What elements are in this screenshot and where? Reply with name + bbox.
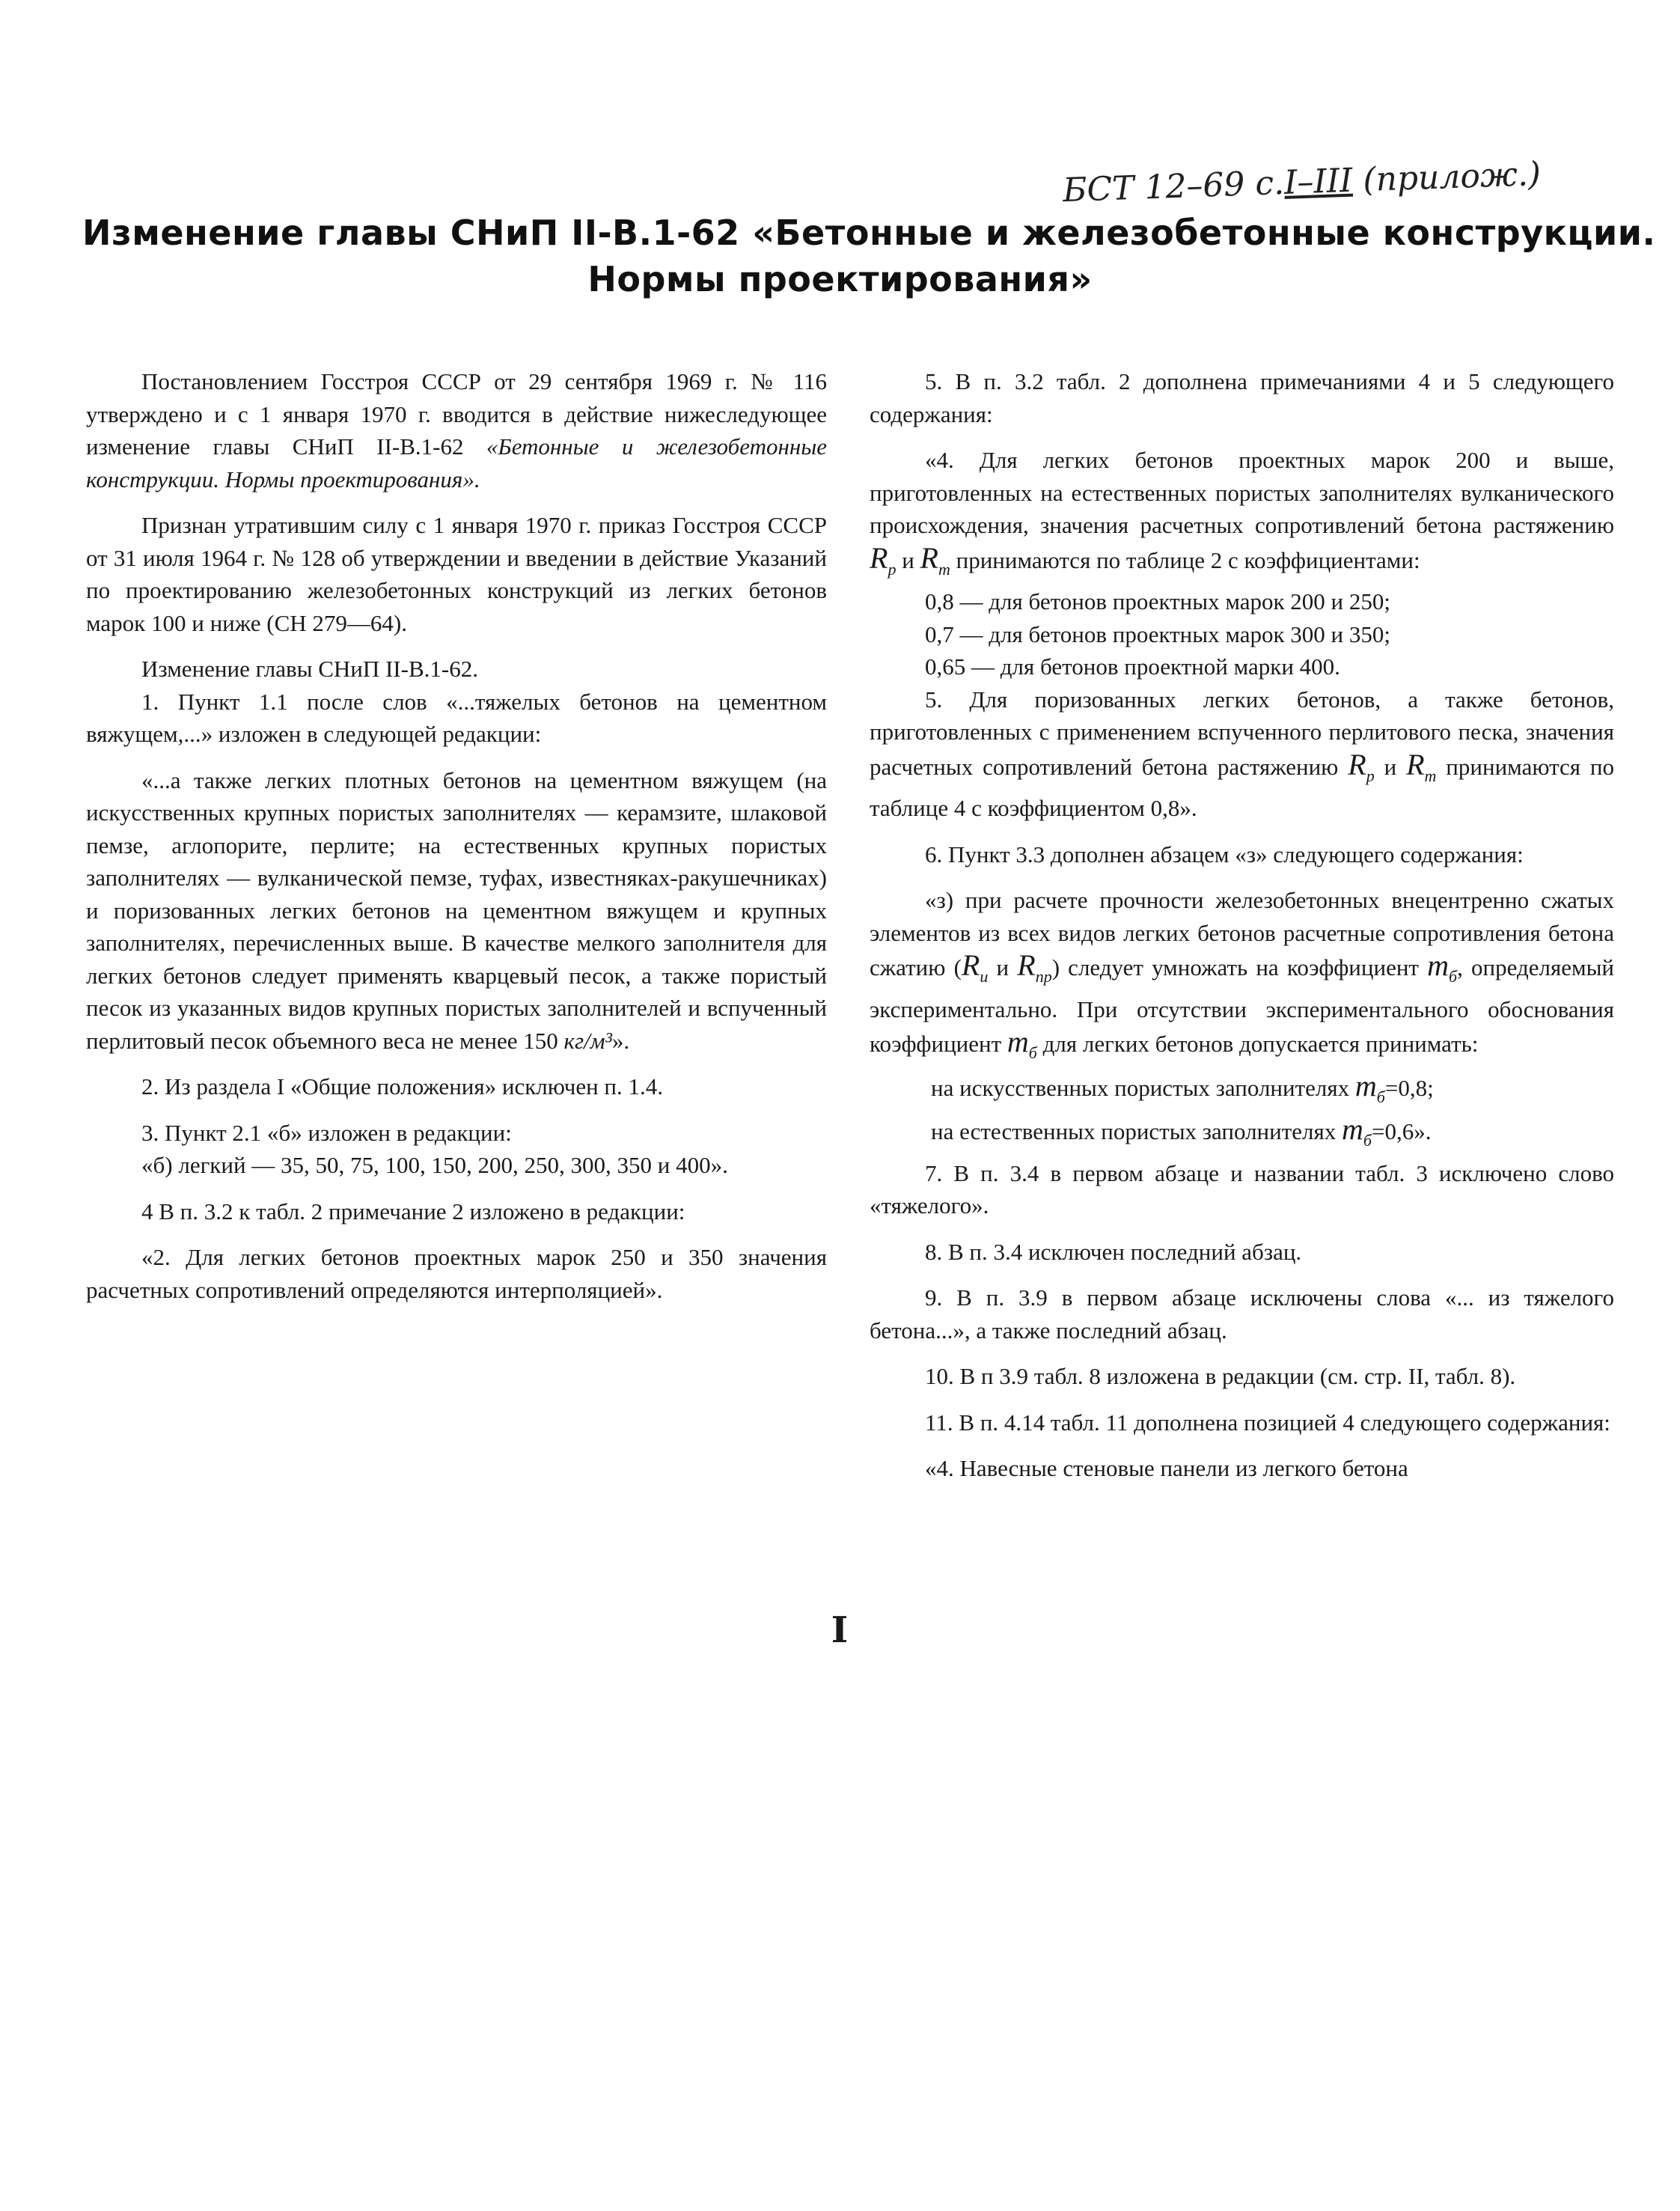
symbol-R-p (870, 540, 896, 579)
item-1-quote: «...а также легких плотных бетонов на цементном вяжущем (на искусственных крупных пористых заполнителях — керамзите, шлаковой пемзе, аглопорите, перлите; на естественных крупных пористых заполнителях — вулканической пемзе, туфах, известняках-ракушечниках) и поризованных легких бетонов на цементном вяжущем и крупных заполнителях, перечисленных выше. В качестве мелкого заполнителя для легких бетонов следует применять кварцевый песок, а также пористый песок из указанных видов крупных пористых заполнителей и вспученный перлитовый песок объемного веса не менее 150 (86, 766, 827, 1054)
right-column (870, 365, 1614, 1485)
paragraph-item-4: 4 В п. 3.2 к табл. 2 примечание 2 изложено в редакции: (141, 1198, 685, 1225)
paragraph-change-heading: Изменение главы СНиП II-В.1-62. (141, 656, 478, 682)
handnote-prefix: БСТ 12–69 с. (1062, 163, 1285, 210)
subscript-t: т (1424, 766, 1437, 785)
subscript-p: р (888, 559, 896, 579)
coefficient-item-1: 0,8 — для бетонов проектных марок 200 и 250; (925, 588, 1391, 614)
handnote-suffix: (прилож.) (1351, 154, 1542, 200)
paragraph-decree (86, 365, 827, 495)
symbol-R-pr (1017, 948, 1052, 986)
handnote-pages: I–III (1283, 161, 1354, 202)
subscript-t: т (938, 559, 950, 579)
paragraph-item-6-text (870, 884, 1614, 1070)
symbol-m-b (1007, 1025, 1037, 1062)
paragraph-item-8: 8. В п. 3.4 исключен последний абзац. (925, 1238, 1302, 1265)
handwritten-reference-note (1062, 155, 1542, 210)
document-title (82, 210, 1656, 302)
item-6-text-c: ) следует умножать на коэффициент (1051, 954, 1428, 981)
paragraph-note-5 (870, 683, 1614, 825)
note-5-text-end: принимаются по таблице 4 с коэффициентом 0,8». (870, 753, 1615, 821)
formula-artificial-aggregates (870, 1070, 1614, 1114)
paragraph-item-6: 6. Пункт 3.3 дополнен абзацем «з» следующего содержания: (925, 841, 1524, 867)
symbol-R: R (1406, 747, 1425, 781)
symbol-m: m (1354, 1068, 1377, 1103)
symbol-m-b (1342, 1112, 1372, 1150)
formula-2-value: =0,6». (1372, 1118, 1432, 1144)
note-5-text: 5. Для поризованных легких бетонов, а также бетонов, приготовленных с применением вспученного перлитового песка, значения расчетных сопротивлений бетона растяжению (870, 686, 1614, 780)
symbol-m-b (1427, 948, 1458, 986)
symbol-R-t (920, 540, 950, 579)
symbol-R-t (1406, 747, 1437, 785)
item-6-text-e: для легких бетонов допускается принимать: (1036, 1031, 1479, 1057)
item-6-text-d: , определяемый экспериментально. При отсутствии экспериментального обоснования коэффициент (870, 954, 1615, 1057)
paragraph-item-2: 2. Из раздела I «Общие положения» исключен п. 1.4. (141, 1073, 664, 1100)
decree-title-italic: «Бетонные и железобетонные конструкции. Нормы проектирования». (86, 433, 827, 492)
symbol-R: R (920, 540, 938, 575)
paragraph-item-1-text (86, 764, 827, 1058)
formula-1-value: =0,8; (1384, 1074, 1434, 1101)
paragraph-item-11-text: «4. Навесные стеновые панели из легкого бетона (925, 1455, 1408, 1481)
decree-text: Постановлением Госстроя СССР от 29 сентября 1969 г. № 116 утверждено и с 1 января 1970 г. вводится в действие нижеследующее изменение главы СНиП II-В.1-62 (86, 368, 827, 460)
symbol-R-p (1348, 747, 1375, 785)
note-4-text: «4. Для легких бетонов проектных марок 200 и выше, приготовленных на естественных пористых заполнителях вулканического происхождения, значения расчетных сопротивлений бетона растяжению (870, 447, 1614, 538)
paragraph-item-4-text: «2. Для легких бетонов проектных марок 250 и 350 значения расчетных сопротивлений определяются интерполяцией». (86, 1244, 827, 1303)
symbol-m: m (1427, 948, 1450, 982)
formula-2-label: на естественных пористых заполнителях (931, 1118, 1343, 1144)
paragraph-item-1: 1. Пункт 1.1 после слов «...тяжелых бетонов на цементном вяжущем,...» изложен в следующей редакции: (86, 688, 827, 747)
subscript-b: б (1028, 1043, 1037, 1062)
unit-kg-m3: кг/м³ (563, 1027, 612, 1054)
paragraph-item-3: 3. Пункт 2.1 «б» изложен в редакции: (141, 1119, 512, 1146)
conjunction: и (1374, 753, 1407, 780)
paragraph-repeal: Признан утратившим силу с 1 января 1970 г. приказ Госстроя СССР от 31 июля 1964 г. № 128 об утверждении и введении в действие Указаний по проектированию железобетонных конструкций из легких бетонов марок 100 и ниже (СН 279—64). (86, 512, 827, 636)
symbol-m-b (1354, 1068, 1385, 1106)
symbol-R: R (1348, 747, 1366, 781)
paragraph-item-11: 11. В п. 4.14 табл. 11 дополнена позицией 4 следующего содержания: (925, 1409, 1610, 1436)
page-number: I (831, 1609, 849, 1651)
item-1-quote-end: ». (611, 1027, 630, 1054)
subscript-b: б (1376, 1087, 1385, 1106)
symbol-R: R (961, 948, 980, 982)
title-line-2: Нормы проектирования» (587, 259, 1093, 299)
subscript-pr: пр (1035, 967, 1052, 986)
symbol-R-i (961, 948, 989, 986)
symbol-m: m (1007, 1025, 1029, 1058)
formula-1-label: на искусственных пористых заполнителях (931, 1074, 1355, 1101)
conjunction: и (988, 954, 1018, 981)
symbol-m: m (1342, 1112, 1363, 1146)
paragraph-item-10: 10. В п 3.9 табл. 8 изложена в редакции (см. стр. II, табл. 8). (925, 1363, 1516, 1389)
item-6-text-a: «з) при расчете прочности железобетонных внецентренно сжатых элементов из всех видов легких бетонов расчетные сопротивления бетона сжатию ( (870, 887, 1614, 981)
subscript-b: б (1363, 1131, 1372, 1150)
subscript-p: р (1366, 766, 1375, 785)
formula-natural-aggregates (870, 1113, 1614, 1157)
paragraph-note-4 (870, 444, 1614, 585)
left-column (86, 365, 827, 1306)
paragraph-item-3-text: «б) легкий — 35, 50, 75, 100, 150, 200, 250, 300, 350 и 400». (141, 1152, 728, 1178)
coefficient-item-2: 0,7 — для бетонов проектных марок 300 и 350; (925, 620, 1391, 647)
conjunction: и (896, 546, 920, 573)
paragraph-item-5: 5. В п. 3.2 табл. 2 дополнена примечаниями 4 и 5 следующего содержания: (870, 368, 1614, 427)
paragraph-item-9: 9. В п. 3.9 в первом абзаце исключены слова «... из тяжелого бетона...», а также последний абзац. (870, 1284, 1614, 1344)
title-line-1: Изменение главы СНиП II-В.1-62 «Бетонные и железобетонные конструкции. (82, 213, 1656, 253)
subscript-i: и (980, 967, 989, 986)
coefficient-item-3: 0,65 — для бетонов проектной марки 400. (925, 653, 1340, 680)
paragraph-item-7: 7. В п. 3.4 в первом абзаце и названии табл. 3 исключено слово «тяжелого». (870, 1159, 1614, 1219)
symbol-R: R (1017, 948, 1036, 982)
subscript-b: б (1449, 967, 1458, 986)
note-4-text-end: принимаются по таблице 2 с коэффициентами: (950, 546, 1420, 573)
symbol-R: R (870, 540, 888, 575)
